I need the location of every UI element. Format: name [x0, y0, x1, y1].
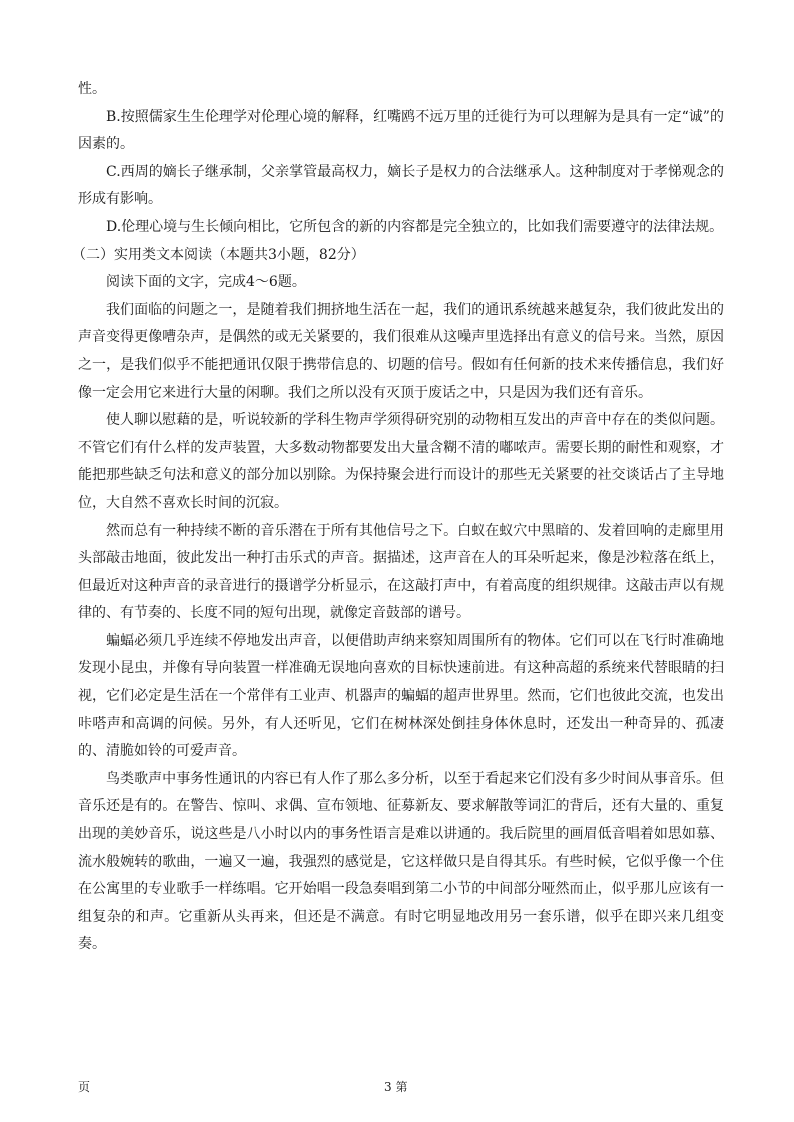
option-c: C.西周的嫡长子继承制，父亲掌管最高权力，嫡长子是权力的合法继承人。这种制度对于孝悌观念的形成有影响。 [78, 163, 724, 208]
document-body [72, 76, 724, 959]
article-paragraph-3: 然而总有一种持续不断的音乐潜在于所有其他信号之下。白蚁在蚁穴中黑暗的、发着回响的走廊里用头部敲击地面，彼此发出一种打击乐式的声音。据描述，这声音在人的耳朵听起来，像是沙粒落在纸上，但最近对这种声音的录音进行的摄谱学分析显示，在这敲打声中，有着高度的组织规律。这敲击声以有规律的、有节奏的、长度不同的短句出现，就像定音鼓部的谱号。 [78, 522, 724, 622]
article-paragraph-4: 蝙蝠必须几乎连续不停地发出声音，以便借助声纳来察知周围所有的物体。它们可以在飞行时准确地发现小昆虫，并像有导向装置一样准确无误地向喜欢的目标快速前进。有这种高超的系统来代替眼睛的扫视，它们必定是生活在一个常伴有工业声、机器声的蝙蝠的超声世界里。然而，它们也彼此交流，也发出咔嗒声和高调的问候。另外，有人还听见，它们在树林深处倒挂身体休息时，还发出一种奇异的、孤凄的、清脆如铃的可爱声音。 [78, 632, 724, 760]
reading-instruction: 阅读下面的文字，完成4～6题。 [106, 274, 306, 291]
footer-page-label: 页 [78, 1080, 91, 1094]
option-b: B.按照儒家生生伦理学对伦理心境的解释，红嘴鸥不远万里的迁徙行为可以理解为是具有一定“诚”的因素的。 [78, 108, 724, 153]
article-paragraph-5: 鸟类歌声中事务性通讯的内容已有人作了那么多分析，以至于看起来它们没有多少时间从事音乐。但音乐还是有的。在警告、惊叫、求偶、宣布领地、征募新友、要求解散等词汇的背后，还有大量的、重复出现的美妙音乐，说这些是八小时以内的事务性语言是难以讲通的。我后院里的画眉低音唱着如思如慕、流水般婉转的歌曲，一遍又一遍，我强烈的感觉是，它这样做只是自得其乐。有些时候，它似乎像一个住在公寓里的专业歌手一样练唱。它开始唱一段急奏唱到第二小节的中间部分哑然而止，似乎那儿应该有一组复杂的和声。它重新从头再来，但还是不满意。有时它明显地改用另一套乐谱，似乎在即兴来几组变奏。 [78, 770, 724, 953]
continuation-text: 性。 [78, 81, 106, 97]
option-d: D.伦理心境与生长倾向相比，它所包含的新的内容都是完全独立的，比如我们需要遵守的法律法规。 [106, 218, 724, 235]
article-paragraph-1: 我们面临的问题之一，是随着我们拥挤地生活在一起，我们的通讯系统越来越复杂，我们彼此发出的声音变得更像嘈杂声，是偶然的或无关紧要的，我们很难从这噪声里选择出有意义的信号来。当然，原因之一，是我们似乎不能把通讯仅限于携带信息的、切题的信号。假如有任何新的技术来传播信息，我们好像一定会用它来进行大量的闲聊。我们之所以没有灭顶于废话之中，只是因为我们还有音乐。 [78, 301, 724, 401]
footer-page-number: 3 第 [384, 1080, 408, 1094]
article-paragraph-2: 使人聊以慰藉的是，听说较新的学科生物声学须得研究别的动物相互发出的声音中存在的类似问题。不管它们有什么样的发声装置，大多数动物都要发出大量含糊不清的嘟哝声。需要长期的耐性和观察，才能把那些缺乏句法和意义的部分加以别除。为保持聚会进行而设计的那些无关紧要的社交谈话占了主导地位，大自然不喜欢长时间的沉寂。 [78, 412, 724, 511]
section-heading: （二）实用类文本阅读（本题共3小题，82分） [72, 246, 365, 263]
